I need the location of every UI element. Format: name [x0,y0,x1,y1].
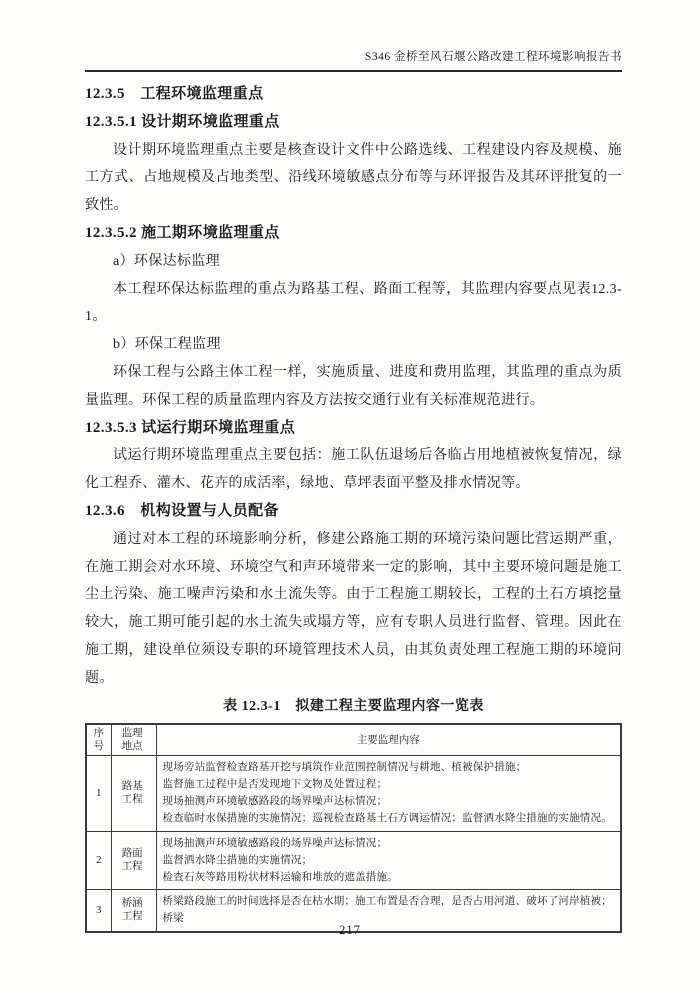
paragraph-item-a: 本工程环保达标监理的重点为路基工程、路面工程等，其监理内容要点见表12.3-1。 [85,281,622,325]
monitoring-content-table [85,723,622,932]
heading-12-3-5-1: 12.3.5.1 设计期环境监理重点 [85,113,280,130]
paragraph-trial-period: 试运行期环境监理重点主要包括：施工队伍退场后各临占用地植被恢复情况，绿化工程乔、灌木、花卉的成活率，绿地、草坪表面平整及排水情况等。 [85,448,622,492]
table-caption: 表 12.3-1 拟建工程主要监理内容一览表 [223,698,484,714]
item-a-label: a）环保达标监理 [113,253,221,269]
row-content: 现场旁站监督检查路基开挖与填筑作业范围控制情况与耕地、植被保护措施； 监督施工过程中是否发现地下文物及处置过程； 现场抽测声环境敏感路段的场界噪声达标情况； 检查临时水保措施的实施情况；巡视检查路基土石方调运情况；监督洒水降尘措施的实施情况。 [156,755,621,831]
row-location: 路面工程 [111,831,156,890]
row-location: 桥涵工程 [111,890,156,932]
paragraph-design-period: 设计期环境监理重点主要是核查设计文件中公路选线、工程建设内容及规模、施工方式、占地规模及占地类型、沿线环境敏感点分布等与环评报告及其环评批复的一致性。 [85,142,622,214]
item-b-label: b）环保工程监理 [113,337,221,353]
table-header-row [86,724,621,755]
paragraph-item-b: 环保工程与公路主体工程一样，实施质量、进度和费用监理，其监理的重点为质量监理。环保工程的质量监理内容及方法按交通行业有关标准规范进行。 [85,364,622,408]
row-location: 路基工程 [111,755,156,831]
row-content: 桥梁路段施工的时间选择是否在枯水期；施工布置是否合理，是否占用河道、破坏了河岸植被；桥梁 [156,890,621,932]
report-title: S346 金桥至风石堰公路改建工程环境影响报告书 [364,51,622,63]
row-seq: 3 [86,890,111,932]
table-row [86,755,621,831]
row-seq: 2 [86,831,111,890]
col-header-content: 主要监理内容 [156,724,621,755]
page-body [85,81,622,933]
heading-12-3-5-3: 12.3.5.3 试运行期环境监理重点 [85,419,296,436]
paragraph-organization: 通过对本工程的环境影响分析，修建公路施工期的环境污染问题比营运期严重，在施工期会对水环境、环境空气和声环境带来一定的影响，其中主要环境问题是施工尘土污染、施工噪声污染和水土流失等。由于工程施工期较长，工程的土石方填挖量较大，施工期可能引起的水土流失或塌方等，应有专职人员进行监督、管理。因此在施工期，建设单位须设专职的环境管理技术人员，由其负责处理工程施工期的环境问题。 [85,531,622,686]
heading-12-3-5-2: 12.3.5.2 施工期环境监理重点 [85,224,280,241]
row-seq: 1 [86,755,111,831]
heading-12-3-5: 12.3.5 工程环境监理重点 [85,86,264,102]
col-header-seq: 序号 [86,724,111,755]
heading-12-3-6: 12.3.6 机构设置与人员配备 [85,502,279,519]
page-number: 217 [339,923,361,937]
col-header-location: 监理地点 [111,724,156,755]
row-content: 现场抽测声环境敏感路段的场界噪声达标情况； 监督洒水降尘措施的实施情况； 检查石灰等路用粉状材料运输和堆放的遮盖措施。 [156,831,621,890]
running-header [85,50,622,72]
table-row [86,831,621,890]
